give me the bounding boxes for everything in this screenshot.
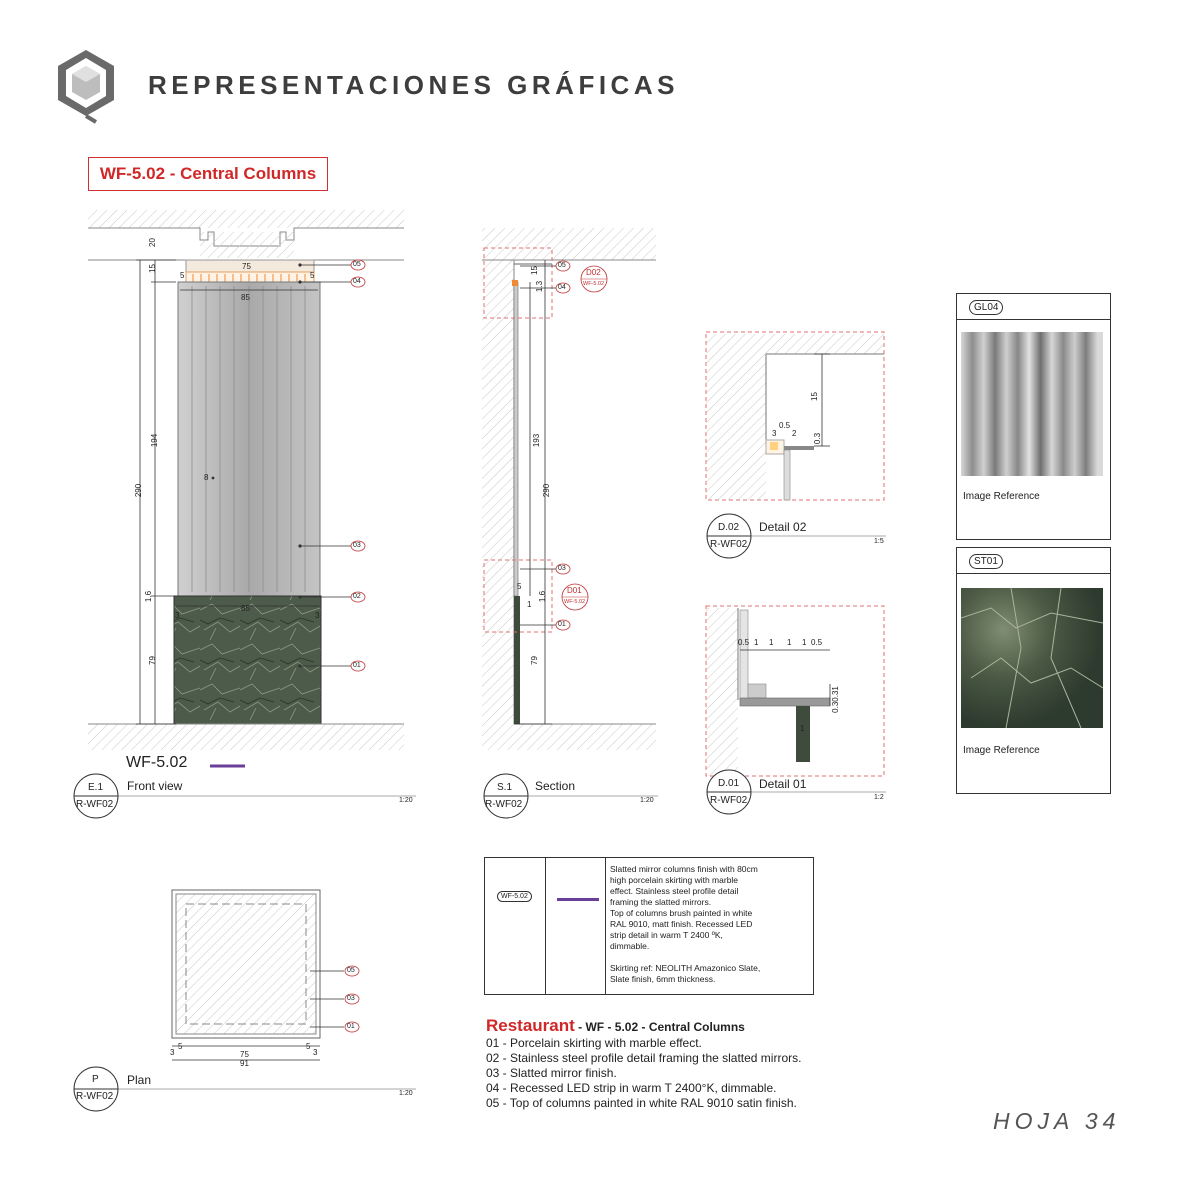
legend-line xyxy=(557,898,599,901)
plan-view xyxy=(74,890,416,1111)
d01-dim-5: 0.5 xyxy=(811,638,823,647)
sec-dim-79: 79 xyxy=(529,656,539,665)
sec-dim-16: 1.6 xyxy=(538,590,548,603)
section-view xyxy=(482,228,658,818)
plan-dim-5a: 5 xyxy=(178,1042,183,1051)
d02-dim-03: 0.3 xyxy=(813,432,823,445)
d01-scale: 1:2 xyxy=(874,794,884,801)
plan-callout-03: 03 xyxy=(347,995,355,1002)
reference-card-gl04 xyxy=(956,293,1111,540)
dim-base-width: 85 xyxy=(241,604,250,613)
sec-dim-15: 15 xyxy=(529,266,539,275)
d02-dim-05: 0.5 xyxy=(779,421,791,430)
detail-mark-d01-ref: WF-5.02 xyxy=(564,599,586,605)
d01-dim-1b: 1 xyxy=(800,724,805,733)
page-title: REPRESENTACIONES GRÁFICAS xyxy=(148,70,679,100)
front-ref: R-WF02 xyxy=(76,799,114,810)
plan-callout-01: 01 xyxy=(347,1023,355,1030)
notes-block xyxy=(486,1016,846,1111)
d02-dim-3: 3 xyxy=(772,429,777,438)
dim-skirting: 79 xyxy=(147,656,157,665)
callout-05: 05 xyxy=(353,261,361,268)
plan-name: Plan xyxy=(127,1073,152,1087)
front-material-label: WF-5.02 xyxy=(126,754,188,771)
d01-ref: R-WF02 xyxy=(710,795,748,806)
d01-dim-3: 1 xyxy=(787,638,792,647)
marble-veins-icon xyxy=(961,588,1103,728)
sec-dim-1: 1 xyxy=(527,600,532,609)
dim-base-b: 3 xyxy=(315,611,320,620)
logo-icon xyxy=(58,50,114,122)
legend-box xyxy=(484,857,814,995)
d02-code: D.02 xyxy=(718,522,740,533)
d01-dim-2: 1 xyxy=(769,638,774,647)
callout-03: 03 xyxy=(353,542,361,549)
d01-dim-1: 1 xyxy=(754,638,759,647)
front-code: E.1 xyxy=(88,782,104,793)
sec-dim-193: 193 xyxy=(532,433,542,448)
plan-dim-91: 91 xyxy=(240,1059,249,1068)
plan-dim-3a: 3 xyxy=(170,1048,175,1057)
section-ref: R-WF02 xyxy=(485,799,523,810)
callout-01: 01 xyxy=(353,662,361,669)
sec-callout-01: 01 xyxy=(558,621,566,628)
section-name: Section xyxy=(535,779,576,793)
d02-scale: 1:5 xyxy=(874,538,884,545)
legend-tag: WF-5.02 xyxy=(497,891,532,902)
section-scale: 1:20 xyxy=(640,797,654,804)
note-item-1: 01 - Porcelain skirting with marble effect. xyxy=(486,1036,702,1050)
d01-dim-4: 1 xyxy=(802,638,807,647)
legend-description: Slatted mirror columns finish with 80cm high porcelain skirting with marble effect. Stainless steel profile detail framing the slatted mirrors. Top of columns brush painted in white RAL 9010, matt finish. Recessed LED strip detail in warm T 2400 ºK, dimmable. Skirting ref: NEOLITH Amazonico Slate, Slate finish, 6mm thickness. xyxy=(610,864,761,984)
d02-dim-15: 15 xyxy=(809,392,819,401)
marble-reference-image xyxy=(961,588,1103,728)
d01-code: D.01 xyxy=(718,778,740,789)
front-scale: 1:20 xyxy=(399,797,413,804)
reference-label: Image Reference xyxy=(963,745,1040,756)
dim-top: 20 xyxy=(147,238,157,247)
sec-dim-13: 1.3 xyxy=(535,280,545,293)
reference-tag: GL04 xyxy=(969,300,1003,315)
section-code: S.1 xyxy=(497,782,513,793)
callout-04: 04 xyxy=(353,278,361,285)
dim-side-a: 5 xyxy=(180,271,185,280)
note-item-5: 05 - Top of columns painted in white RAL 9010 satin finish. xyxy=(486,1096,797,1110)
detail-mark-d02-ref: WF-5.02 xyxy=(583,281,605,287)
callout-02: 02 xyxy=(353,593,361,600)
plan-scale: 1:20 xyxy=(399,1090,413,1097)
d01-name: Detail 01 xyxy=(759,777,807,791)
sec-callout-03: 03 xyxy=(558,565,566,572)
d01-dim-right: 0.30.31 xyxy=(830,686,840,713)
note-item-2: 02 - Stainless steel profile detail framing the slatted mirrors. xyxy=(486,1051,802,1065)
plan-dim-3b: 3 xyxy=(313,1048,318,1057)
reference-tag: ST01 xyxy=(969,554,1003,569)
sheet-title: WF-5.02 - Central Columns xyxy=(88,157,328,191)
dim-side-b: 5 xyxy=(310,271,315,280)
sec-callout-05: 05 xyxy=(558,262,566,269)
dim-height: 194 xyxy=(150,433,160,448)
plan-dim-75: 75 xyxy=(240,1050,249,1059)
detail-mark-d01: D01 xyxy=(567,586,582,595)
sec-dim-5: 5 xyxy=(517,582,522,591)
dim-eight: 8 xyxy=(204,473,209,482)
plan-ref: R-WF02 xyxy=(76,1091,114,1102)
sec-callout-04: 04 xyxy=(558,284,566,291)
plan-callout-05: 05 xyxy=(347,967,355,974)
note-item-3: 03 - Slatted mirror finish. xyxy=(486,1066,617,1080)
sec-dim-290: 290 xyxy=(542,483,552,498)
notes-subheading: - WF - 5.02 - Central Columns xyxy=(574,1020,745,1034)
d01-dim-0: 0.5 xyxy=(738,638,750,647)
sheet-number: HOJA 34 xyxy=(993,1108,1121,1134)
note-item-4: 04 - Recessed LED strip in warm T 2400°K, dimmable. xyxy=(486,1081,777,1095)
notes-heading: Restaurant xyxy=(486,1016,575,1035)
reference-label: Image Reference xyxy=(963,491,1040,502)
mirror-reference-image xyxy=(961,332,1103,476)
dim-width: 85 xyxy=(241,293,250,302)
dim-led: 15 xyxy=(147,264,157,273)
d02-ref: R-WF02 xyxy=(710,539,748,550)
dim-profile: 1.6 xyxy=(144,590,154,603)
reference-card-st01 xyxy=(956,547,1111,794)
plan-code: P xyxy=(92,1074,99,1085)
dim-width-top: 75 xyxy=(242,262,251,271)
dim-total: 290 xyxy=(134,483,144,498)
detail-mark-d02: D02 xyxy=(586,268,601,277)
d02-dim-2: 2 xyxy=(792,429,797,438)
front-name: Front view xyxy=(127,779,183,793)
dim-base-a: 3 xyxy=(175,611,180,620)
plan-dim-5b: 5 xyxy=(306,1042,311,1051)
d02-name: Detail 02 xyxy=(759,520,807,534)
